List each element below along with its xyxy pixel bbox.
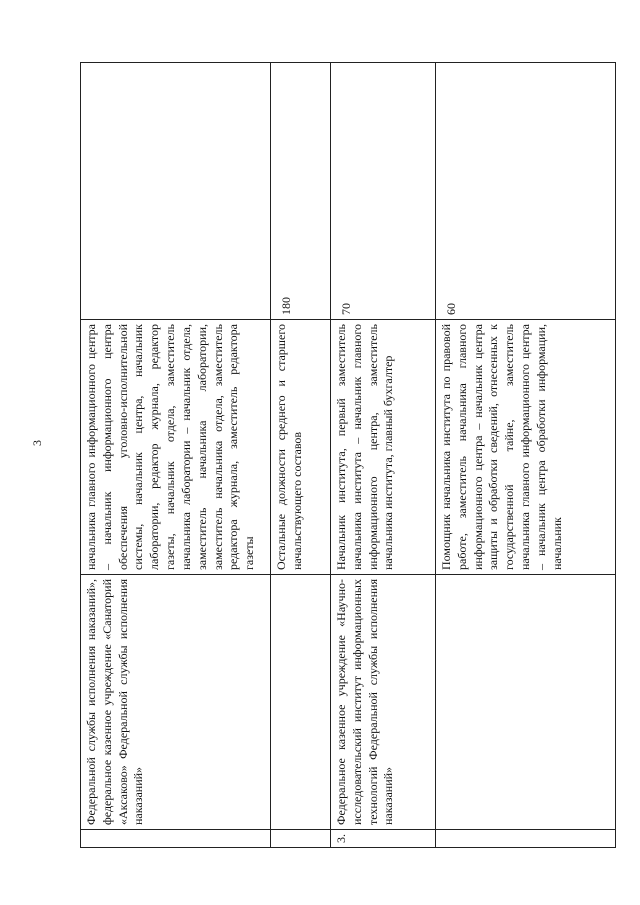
organization-cell <box>271 575 331 830</box>
positions-cell: Начальник института, первый заместитель начальника института – начальник главного информационного центра, заместитель начальника института, главный бухгалтер <box>331 320 436 575</box>
positions-cell: начальника главного информационного центра – начальник информационного центра обеспечения уголовно-исполнительной системы, начальник центра, начальник лаборатории, редактор журнала, редактор газеты, начальник отдела, заместитель начальника лаборатории – начальник отдела, заместитель начальника лаборатории, заместитель начальника отдела, заместитель редактора журнала, заместитель редактора газеты <box>81 320 271 575</box>
positions-table <box>80 62 616 848</box>
row-number-cell <box>271 830 331 848</box>
row-number-cell: 3. <box>331 830 436 848</box>
table-row <box>271 63 331 848</box>
table-row <box>436 63 616 848</box>
positions-cell: Остальные должности среднего и старшего начальствующего составов <box>271 320 331 575</box>
organization-cell <box>436 575 616 830</box>
organization-cell: Федеральной службы исполнения наказаний», федеральное казенное учреждение «Санаторий «Аксаково» Федеральной службы исполнения наказаний» <box>81 575 271 830</box>
positions-cell: Помощник начальника института по правовой работе, заместитель начальника главного информационного центра – начальник центра защиты и обработки сведений, отнесенных к государственной тайне, заместитель начальника главного информационного центра – начальник центра обработки информации, начальник <box>436 320 616 575</box>
table-row <box>81 63 271 848</box>
value-cell: 60 <box>436 63 616 320</box>
organization-cell: Федеральное казенное учреждение «Научно-исследовательский институт информационных технологий Федеральной службы исполнения наказаний» <box>331 575 436 830</box>
value-cell: 70 <box>331 63 436 320</box>
row-number-cell <box>81 830 271 848</box>
rotated-page-content <box>80 62 616 848</box>
value-cell <box>81 63 271 320</box>
page-number: 3 <box>30 440 44 446</box>
value-cell: 180 <box>271 63 331 320</box>
table-row <box>331 63 436 848</box>
row-number-cell <box>436 830 616 848</box>
